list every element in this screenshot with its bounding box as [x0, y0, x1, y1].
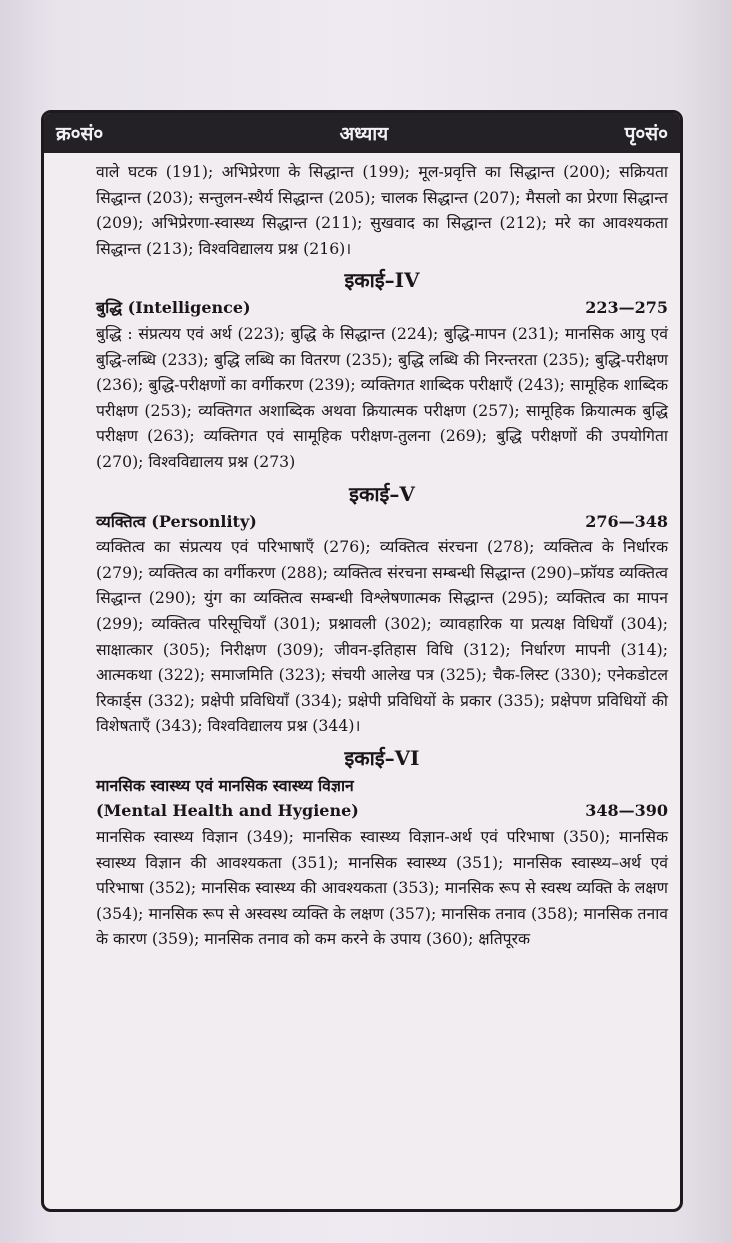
- unit-4-heading: इकाई–IV: [344, 268, 420, 293]
- unit-4-topics: बुद्धि : संप्रत्यय एवं अर्थ (223); बुद्धि के सिद्धान्त (224); बुद्धि-मापन (231); मानसिक आयु एवं बुद्धि-लब्धि (233); बुद्धि लब्धि का वितरण (235); बुद्धि लब्धि की निरन्तरता (235); बुद्धि-परीक्षण (236); बुद्धि-परीक्षणों का वर्गीकरण (239); व्यक्तिगत शाब्दिक परीक्षाएँ (243); सामूहिक शाब्दिक परीक्षण (253); व्यक्तिगत अशाब्दिक अथवा क्रियात्मक परीक्षण (257); सामूहिक क्रियात्मक बुद्धि परीक्षण (263); व्यक्तिगत एवं सामूहिक परीक्षण-तुलना (269); बुद्धि परीक्षणों की उपयोगिता (270); विश्वविद्यालय प्रश्न (273): [96, 323, 668, 471]
- unit-4-title: बुद्धि (Intelligence): [96, 298, 251, 318]
- unit-4-pages: 223—275: [585, 298, 668, 318]
- contents-body: [44, 153, 680, 952]
- unit-6-title-line2: (Mental Health and Hygiene): [96, 801, 359, 821]
- unit-5-pages: 276—348: [585, 511, 668, 531]
- unit-6-pages: 348—390: [585, 801, 668, 821]
- intro-paragraph: वाले घटक (191); अभिप्रेरणा के सिद्धान्त (199); मूल-प्रवृत्ति का सिद्धान्त (200); सक्रियता सिद्धान्त (203); सन्तुलन-स्थैर्य सिद्धान्त (205); चालक सिद्धान्त (207); मैसलो का प्रेरणा सिद्धान्त (209); अभिप्रेरणा-स्वास्थ्य सिद्धान्त (211); सुखवाद का सिद्धान्त (212); मरे का आवश्यकता सिद्धान्त (213); विश्वविद्यालय प्रश्न (216)।: [96, 162, 668, 258]
- unit-5-title: व्यक्तित्व (Personlity): [96, 511, 257, 531]
- header-chapter: अध्याय: [339, 123, 389, 145]
- unit-5-heading: इकाई–V: [349, 481, 415, 506]
- header-serial-no: क्र०सं०: [56, 123, 104, 145]
- unit-6-title-line1: मानसिक स्वास्थ्य एवं मानसिक स्वास्थ्य विज्ञान: [96, 775, 354, 795]
- header-page-no: पृ०सं०: [624, 123, 668, 145]
- unit-6-heading: इकाई–VI: [344, 745, 420, 770]
- unit-6-chapter-row: [96, 798, 668, 824]
- unit-6-topics: मानसिक स्वास्थ्य विज्ञान (349); मानसिक स्वास्थ्य विज्ञान-अर्थ एवं परिभाषा (350); मानसिक स्वास्थ्य विज्ञान की आवश्यकता (351); मानसिक स्वास्थ्य (351); मानसिक स्वास्थ्य–अर्थ एवं परिभाषा (352); मानसिक स्वास्थ्य की आवश्यकता (353); मानसिक रूप से स्वस्थ व्यक्ति के लक्षण (354); मानसिक रूप से अस्वस्थ व्यक्ति के लक्षण (357); मानसिक तनाव (358); मानसिक तनाव के कारण (359); मानसिक तनाव को कम करने के उपाय (360); क्षतिपूरक: [96, 827, 668, 949]
- table-header: [44, 113, 680, 153]
- unit-4-chapter-row: [96, 295, 668, 321]
- contents-page: [41, 110, 683, 1212]
- unit-5-topics: व्यक्तित्व का संप्रत्यय एवं परिभाषाएँ (276); व्यक्तित्व संरचना (278); व्यक्तित्व के निर्धारक (279); व्यक्तित्व का वर्गीकरण (288); व्यक्तित्व संरचना सम्बन्धी सिद्धान्त (290)–फ्रॉयड व्यक्तित्व सिद्धान्त (290); युंग का व्यक्तित्व सम्बन्धी विश्लेषणात्मक सिद्धान्त (295); व्यक्तित्व का मापन (299); व्यक्तित्व परिसूचियाँ (301); प्रश्नावली (302); व्यावहारिक या प्रत्यक्ष विधियाँ (304); साक्षात्कार (305); निरीक्षण (309); जीवन-इतिहास विधि (312); निर्धारण मापनी (314); आत्मकथा (322); समाजमिति (323); संचयी आलेख पत्र (325); चैक-लिस्ट (330); एनेकडोटल रिकार्ड्स (332); प्रक्षेपी प्रविधियाँ (334); प्रक्षेपी प्रविधियों के प्रकार (335); प्रक्षेपण प्रविधियों की विशेषताएँ (343); विश्वविद्यालय प्रश्न (344)।: [96, 537, 668, 736]
- unit-5-chapter-row: [96, 509, 668, 535]
